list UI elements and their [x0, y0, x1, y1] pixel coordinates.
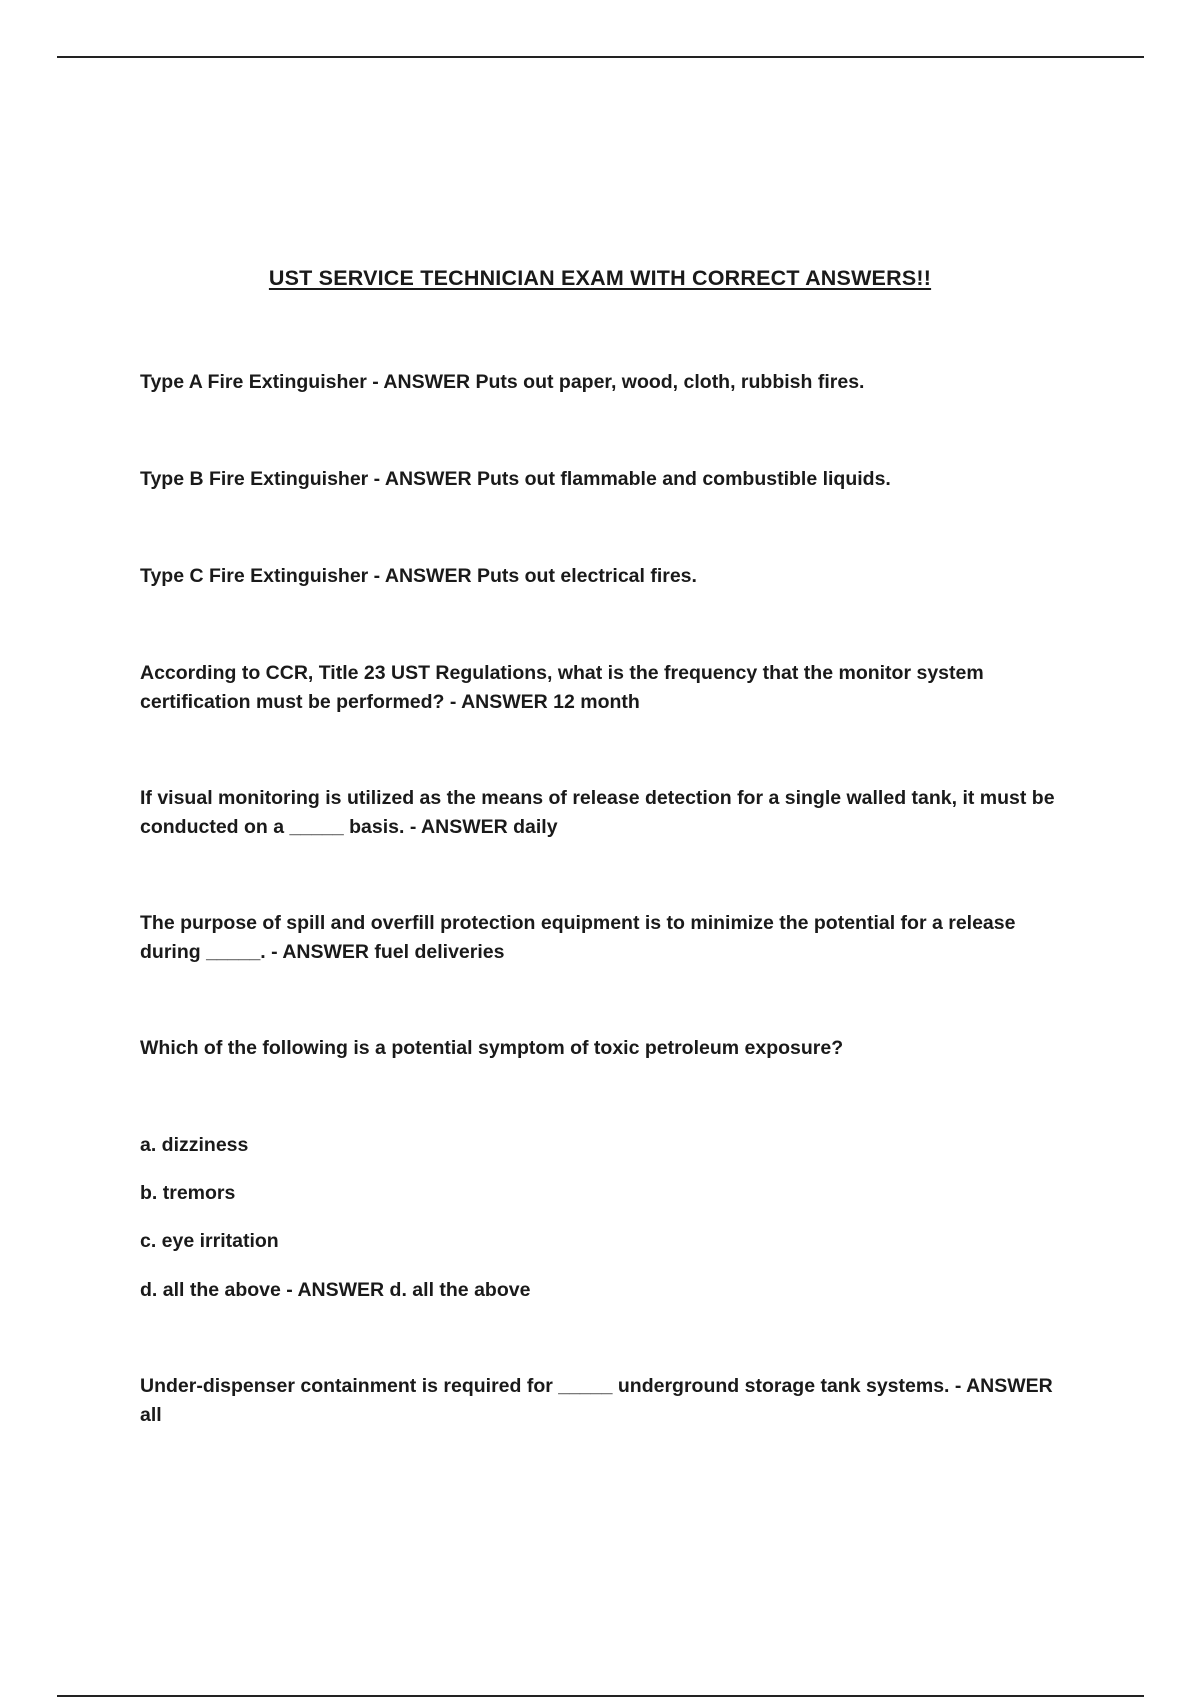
document-title: UST SERVICE TECHNICIAN EXAM WITH CORRECT ANSWERS!!	[268, 266, 932, 290]
qa-type-b: Type B Fire Extinguisher - ANSWER Puts out flammable and combustible liquids.	[140, 468, 891, 490]
qa-type-c: Type C Fire Extinguisher - ANSWER Puts out electrical fires.	[140, 565, 697, 587]
option-d-answer: d. all the above - ANSWER d. all the above	[140, 1279, 531, 1301]
qa-type-a: Type A Fire Extinguisher - ANSWER Puts out paper, wood, cloth, rubbish fires.	[140, 371, 865, 393]
question-toxic-exposure: Which of the following is a potential symptom of toxic petroleum exposure?	[140, 1037, 844, 1059]
qa-under-dispenser: Under-dispenser containment is required for _____ underground storage tank systems. - ANSWER all	[140, 1375, 1053, 1426]
option-a: a. dizziness	[140, 1134, 249, 1156]
qa-monitor-certification: According to CCR, Title 23 UST Regulations, what is the frequency that the monitor system certification must be performed? - ANSWER 12 month	[140, 662, 984, 713]
qa-visual-monitoring: If visual monitoring is utilized as the means of release detection for a single walled tank, it must be conducted on a _____ basis. - ANSWER daily	[140, 787, 1055, 838]
bottom-rule	[57, 1695, 1144, 1697]
option-c: c. eye irritation	[140, 1230, 279, 1252]
option-b: b. tremors	[140, 1182, 236, 1204]
top-rule	[57, 56, 1144, 58]
qa-spill-overfill: The purpose of spill and overfill protection equipment is to minimize the potential for a release during _____. - ANSWER fuel deliveries	[140, 912, 1016, 963]
